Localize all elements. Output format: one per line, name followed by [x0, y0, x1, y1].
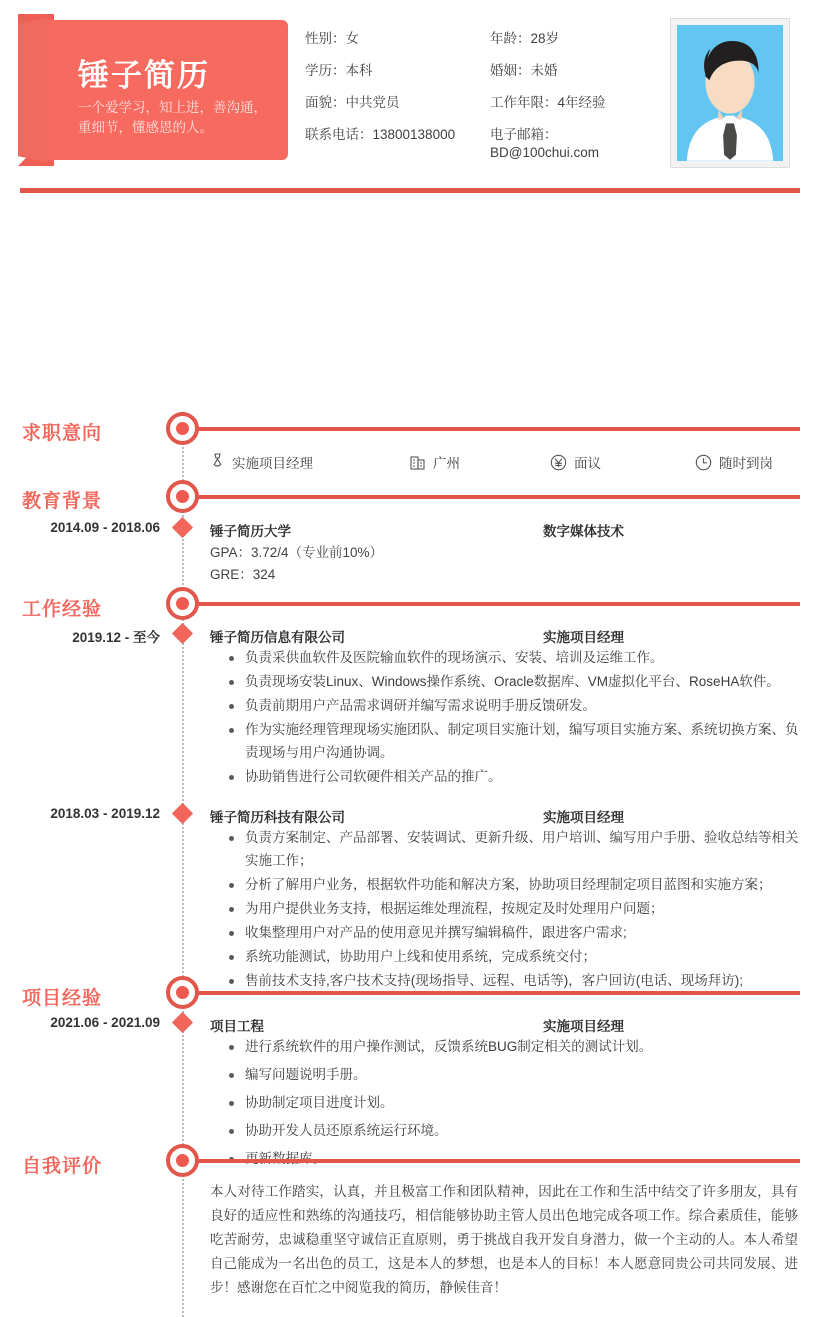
entry-diamond-marker — [172, 803, 193, 824]
education-date: 2014.09 - 2018.06 — [50, 520, 160, 535]
education-school: 锤子简历大学 — [210, 524, 291, 539]
work-role-2: 实施项目经理 — [543, 810, 624, 825]
section-rule — [196, 1159, 800, 1163]
list-item: 编写问题说明手册。 — [228, 1063, 803, 1086]
info-row — [305, 58, 660, 84]
building-icon — [410, 454, 426, 470]
timeline-marker-evaluation — [166, 1144, 199, 1177]
intent-salary-label: 面议 — [574, 456, 601, 471]
list-item: 负责现场安装Linux、Windows操作系统、Oracle数据库、VM虚拟化平台、RoseHA软件。 — [228, 670, 803, 693]
section-title-work: 工作经验 — [22, 599, 103, 620]
info-marriage: 婚姻：未婚 — [490, 63, 558, 78]
info-political: 面貌：中共党员 — [305, 95, 400, 110]
timeline-marker-project — [166, 976, 199, 1009]
intent-position — [210, 452, 410, 472]
info-row — [305, 90, 660, 116]
list-item: 协助开发人员还原系统运行环境。 — [228, 1119, 803, 1142]
education-gre: GRE：324 — [210, 567, 276, 582]
info-age: 年龄：28岁 — [490, 31, 560, 46]
work-bullets-2 — [228, 826, 803, 993]
list-item: 收集整理用户对产品的使用意见并撰写编辑稿件，跟进客户需求; — [228, 921, 803, 944]
timeline-marker-work — [166, 587, 199, 620]
list-item: 协助制定项目进度计划。 — [228, 1091, 803, 1114]
section-title-education: 教育背景 — [22, 491, 103, 512]
project-bullets — [228, 1035, 803, 1175]
timeline-marker-education — [166, 480, 199, 513]
personal-info-table — [305, 26, 660, 168]
info-row — [305, 122, 660, 162]
list-item: 系统功能测试，协助用户上线和使用系统，完成系统交付； — [228, 945, 803, 968]
ribbon-flap-front — [18, 18, 48, 162]
intent-city-label: 广州 — [433, 456, 460, 471]
clock-icon — [695, 454, 712, 471]
section-rule — [196, 495, 800, 499]
avatar-illustration — [677, 25, 783, 161]
candidate-name: 锤子简历 — [78, 58, 210, 93]
project-role: 实施项目经理 — [543, 1019, 624, 1034]
entry-diamond-marker — [172, 1012, 193, 1033]
info-phone: 联系电话：13800138000 — [305, 127, 456, 142]
timeline-dotted-line — [182, 412, 184, 1317]
intent-items — [210, 452, 810, 472]
education-gpa: GPA：3.72/4（专业前10%） — [210, 545, 384, 560]
info-degree: 学历：本科 — [305, 63, 373, 78]
list-item: 协助销售进行公司软硬件相关产品的推广。 — [228, 765, 803, 788]
timeline-marker-intent — [166, 412, 199, 445]
info-email: 电子邮箱：BD@100chui.com — [490, 127, 600, 160]
list-item: 负责前期用户产品需求调研并编写需求说明手册反馈研发。 — [228, 694, 803, 717]
info-row — [305, 26, 660, 52]
yen-icon — [550, 454, 567, 471]
list-item: 进行系统软件的用户操作测试，反馈系统BUG制定相关的测试计划。 — [228, 1035, 803, 1058]
project-name: 项目工程 — [210, 1019, 264, 1034]
work-date-1: 2019.12 - 至今 — [72, 630, 160, 645]
intent-position-label: 实施项目经理 — [232, 456, 313, 471]
intent-availability-label: 随时到岗 — [719, 456, 773, 471]
work-company-2: 锤子简历科技有限公司 — [210, 810, 345, 825]
education-major: 数字媒体技术 — [543, 524, 624, 539]
info-gender: 性别：女 — [305, 31, 359, 46]
work-bullets-1 — [228, 646, 803, 789]
intent-city — [410, 452, 550, 472]
name-ribbon — [18, 14, 288, 166]
intent-salary — [550, 452, 695, 472]
list-item: 分析了解用户业务，根据软件功能和解决方案，协助项目经理制定项目蓝图和实施方案； — [228, 873, 803, 896]
list-item: 负责方案制定、产品部署、安装调试、更新升级、用户培训、编写用户手册、验收总结等相关 实施工作； — [228, 826, 803, 872]
list-item: 负责采供血软件及医院输血软件的现场演示、安装、培训及运维工作。 — [228, 646, 803, 669]
section-rule — [196, 602, 800, 606]
list-item: 作为实施经理管理现场实施团队、制定项目实施计划，编写项目实施方案、系统切换方案、负责现场与用户沟通协调。 — [228, 718, 803, 764]
info-experience: 工作年限：4年经验 — [490, 95, 606, 110]
section-rule — [196, 991, 800, 995]
tie-icon — [210, 453, 225, 472]
avatar-person-icon — [677, 25, 783, 161]
section-title-evaluation: 自我评价 — [22, 1156, 103, 1177]
entry-diamond-marker — [172, 623, 193, 644]
section-title-project: 项目经验 — [22, 988, 103, 1009]
work-role-1: 实施项目经理 — [543, 630, 624, 645]
project-date: 2021.06 - 2021.09 — [50, 1015, 160, 1030]
header-divider — [20, 188, 800, 193]
avatar — [670, 18, 790, 168]
work-date-2: 2018.03 - 2019.12 — [50, 806, 160, 821]
intent-availability — [695, 452, 773, 472]
section-title-intent: 求职意向 — [22, 423, 103, 444]
evaluation-text: 本人对待工作踏实，认真，并且极富工作和团队精神，因此在工作和生活中结交了许多朋友，具有良好的适应性和熟练的沟通技巧，相信能够协助主管人员出色地完成各项工作。综合素质佳，能够吃苦耐劳，忠诚稳重坚守诚信正直原则，勇于挑战自我开发自身潜力，做一个主动的人。本人希望自己能成为一名出色的员工，这是本人的梦想，也是本人的目标！本人愿意同贵公司共同发展、进步！感谢您在百忙之中阅览我的简历，静候佳音！ — [210, 1184, 798, 1295]
resume-header — [0, 0, 820, 196]
entry-diamond-marker — [172, 517, 193, 538]
candidate-slogan: 一个爱学习，知上进，善沟通，重细节，懂感恩的人。 — [78, 100, 267, 135]
work-company-1: 锤子简历信息有限公司 — [210, 630, 345, 645]
list-item: 售前技术支持,客户技术支持(现场指导、远程、电话等)，客户回访(电话、现场拜访); — [228, 969, 803, 992]
section-rule — [196, 427, 800, 431]
list-item: 为用户提供业务支持，根据运维处理流程，按规定及时处理用户问题； — [228, 897, 803, 920]
